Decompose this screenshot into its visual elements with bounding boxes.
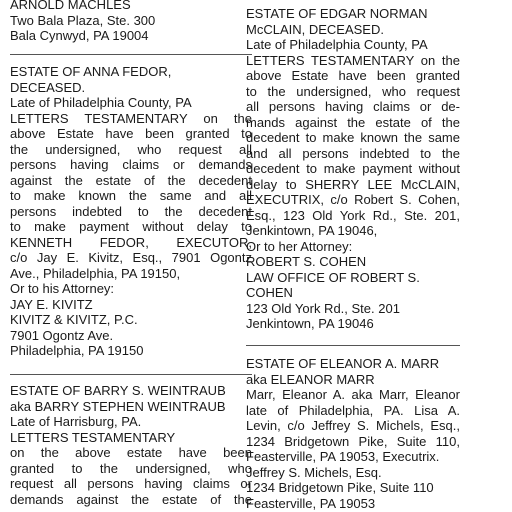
text-line: EXECUTRIX, c/o Robert S. Cohen,	[246, 192, 460, 207]
text-line: Marr, Eleanor A. aka Marr, Eleanor	[246, 387, 460, 402]
text-line: LETTERS TESTAMENTARY	[10, 429, 176, 445]
text-line: Philadelphia, PA 19150	[10, 343, 144, 358]
estate-notice-edgar-mcclain	[246, 6, 460, 332]
text-line: to the undersigned, who request	[246, 83, 460, 99]
estate-notice-barry-weintraub	[10, 383, 252, 507]
text-line: LETTERS TESTAMENTARY on the	[10, 110, 252, 126]
text-line: decedent to make payment without	[246, 161, 460, 176]
notice-title: ESTATE OF ANNA FEDOR,	[10, 64, 172, 79]
text-line: Esq., 123 Old York Rd., Ste. 201,	[246, 207, 460, 223]
notice-title: ESTATE OF ELEANOR A. MARR	[246, 356, 440, 371]
text-line: c/o Jay E. Kivitz, Esq., 7901 Ogontz	[10, 250, 252, 265]
text-line: KIVITZ & KIVITZ, P.C.	[10, 312, 138, 327]
text-line: to make payment without delay to	[10, 219, 252, 234]
text-line: Feasterville, PA 19053, Executrix.	[246, 449, 440, 464]
text-line: the undersigned, who request all	[10, 141, 252, 157]
text-line: Feasterville, PA 19053	[246, 495, 376, 511]
text-line: demands against the estate of the	[10, 491, 252, 507]
notice-title: DECEASED.	[10, 79, 86, 95]
text-line: Bala Cynwyd, PA 19004	[10, 28, 149, 43]
notice-title: ESTATE OF EDGAR NORMAN	[246, 6, 428, 21]
text-line: mands against the estate of the	[246, 114, 460, 130]
text-line: above Estate have been granted to	[10, 126, 252, 141]
divider	[10, 374, 252, 375]
divider	[10, 54, 252, 55]
estate-notice-eleanor-marr	[246, 356, 460, 511]
text-line: above Estate have been granted	[246, 68, 460, 83]
text-line: Or to her Attorney:	[246, 238, 353, 254]
text-line: Two Bala Plaza, Ste. 300	[10, 12, 156, 28]
text-line: KENNETH FEDOR, EXECUTOR,	[10, 234, 252, 250]
text-line: Ave., Philadelphia, PA 19150,	[10, 265, 181, 281]
text-line: 7901 Ogontz Ave.	[10, 327, 114, 343]
text-line: to make known the same and all	[10, 188, 252, 203]
text-line: Late of Philadelphia County, PA	[246, 37, 428, 52]
text-line: JAY E. KIVITZ	[10, 296, 93, 312]
text-line: delay to SHERRY LEE McCLAIN,	[246, 176, 460, 192]
notice-title: aka BARRY STEPHEN WEINTRAUB	[10, 398, 226, 414]
text-line: Jenkintown, PA 19046,	[246, 223, 378, 238]
attorney-address-block	[10, 0, 252, 44]
text-line: 123 Old York Rd., Ste. 201	[246, 300, 400, 316]
text-line: 1234 Bridgetown Pike, Suite 110,	[246, 433, 460, 449]
text-line: 1234 Bridgetown Pike, Suite 110	[246, 480, 434, 495]
divider	[246, 345, 460, 346]
text-line: Levin, c/o Jeffrey S. Michels, Esq.,	[246, 418, 460, 433]
text-line: Late of Philadelphia County, PA	[10, 95, 192, 110]
notice-title: ESTATE OF BARRY S. WEINTRAUB	[10, 383, 226, 398]
text-line: Or to his Attorney:	[10, 281, 115, 296]
text-line: persons indebted to the decedent	[10, 203, 252, 219]
text-line: on the above estate have been	[10, 445, 252, 460]
text-line: ROBERT S. COHEN	[246, 254, 367, 269]
text-line: LAW OFFICE OF ROBERT S.	[246, 269, 420, 285]
text-line: and all persons indebted to the	[246, 145, 460, 161]
text-line: against the estate of the decedent	[10, 172, 252, 188]
notice-title: McCLAIN, DECEASED.	[246, 21, 384, 37]
text-line: Jeffrey S. Michels, Esq.	[246, 464, 382, 480]
text-line: Late of Harrisburg, PA.	[10, 414, 142, 429]
text-line: granted to the undersigned, who	[10, 460, 252, 476]
text-line: all persons having claims or de-	[246, 99, 460, 114]
text-line: decedent to make known the same	[246, 130, 460, 145]
text-line: request all persons having claims or	[10, 476, 252, 491]
text-line: persons having claims or demands	[10, 157, 252, 172]
text-line: COHEN	[246, 285, 293, 300]
text-line: Jenkintown, PA 19046	[246, 316, 374, 331]
text-line: LETTERS TESTAMENTARY on the	[246, 52, 460, 68]
text-line: ARNOLD MACHLES	[10, 0, 131, 12]
notice-title: aka ELEANOR MARR	[246, 371, 375, 387]
text-line: late of Philadelphia, PA. Lisa A.	[246, 402, 460, 418]
estate-notice-anna-fedor	[10, 64, 252, 359]
